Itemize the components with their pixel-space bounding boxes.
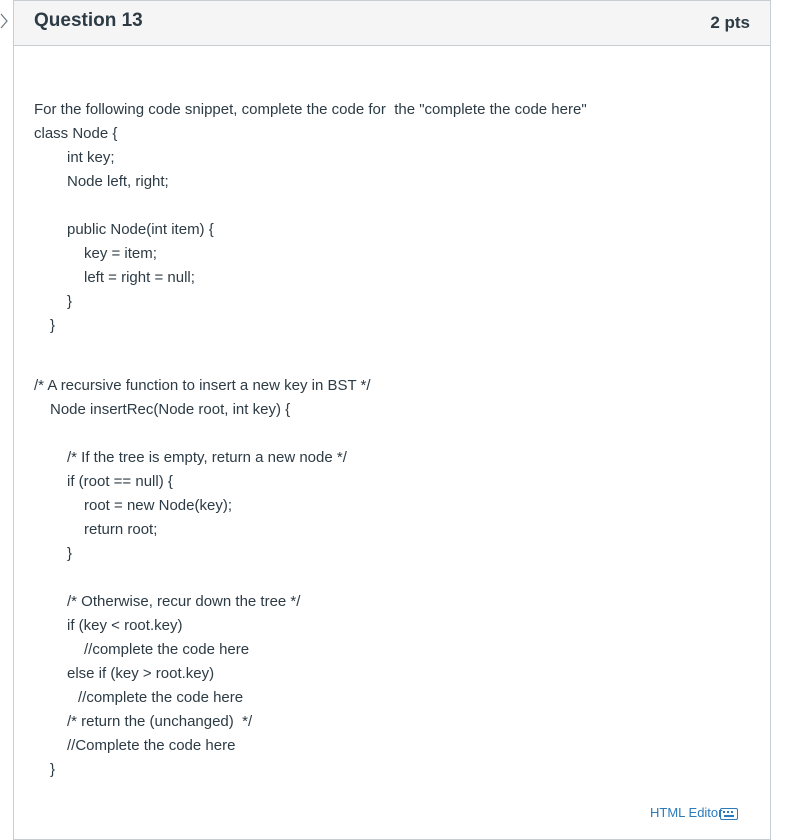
- code-line: }: [67, 545, 73, 562]
- question-title: Question 13: [34, 10, 143, 31]
- code-line: }: [67, 293, 73, 310]
- code-line: //complete the code here: [78, 689, 244, 706]
- code-line: left = right = null;: [84, 269, 195, 286]
- code-line: key = item;: [84, 245, 157, 262]
- code-line: Node left, right;: [67, 173, 169, 190]
- keyboard-icon[interactable]: [720, 808, 738, 820]
- code-line: /* return the (unchanged) */: [67, 713, 253, 730]
- question-points: 2 pts: [710, 13, 750, 32]
- question-header: [14, 1, 770, 46]
- code-line: class Node {: [34, 125, 118, 142]
- code-line: /* A recursive function to insert a new key in BST */: [34, 377, 371, 394]
- code-line: /* If the tree is empty, return a new node */: [67, 449, 347, 466]
- code-line: root = new Node(key);: [84, 497, 232, 514]
- code-line: //complete the code here: [84, 641, 250, 658]
- code-line: else if (key > root.key): [67, 665, 215, 682]
- html-editor-link[interactable]: HTML Editor: [650, 805, 723, 820]
- code-line: //Complete the code here: [67, 737, 236, 754]
- code-line: int key;: [67, 149, 115, 166]
- code-line: /* Otherwise, recur down the tree */: [67, 593, 301, 610]
- code-line: return root;: [84, 521, 158, 538]
- code-line: if (key < root.key): [67, 617, 183, 634]
- code-line: Node insertRec(Node root, int key) {: [50, 401, 291, 418]
- code-line: if (root == null) {: [67, 473, 173, 490]
- collapse-arrow-icon[interactable]: [0, 13, 8, 29]
- code-line: }: [50, 317, 56, 334]
- code-line: }: [50, 761, 56, 778]
- question-prompt: For the following code snippet, complete the code for the "complete the code here": [34, 101, 587, 118]
- code-line: public Node(int item) {: [67, 221, 214, 238]
